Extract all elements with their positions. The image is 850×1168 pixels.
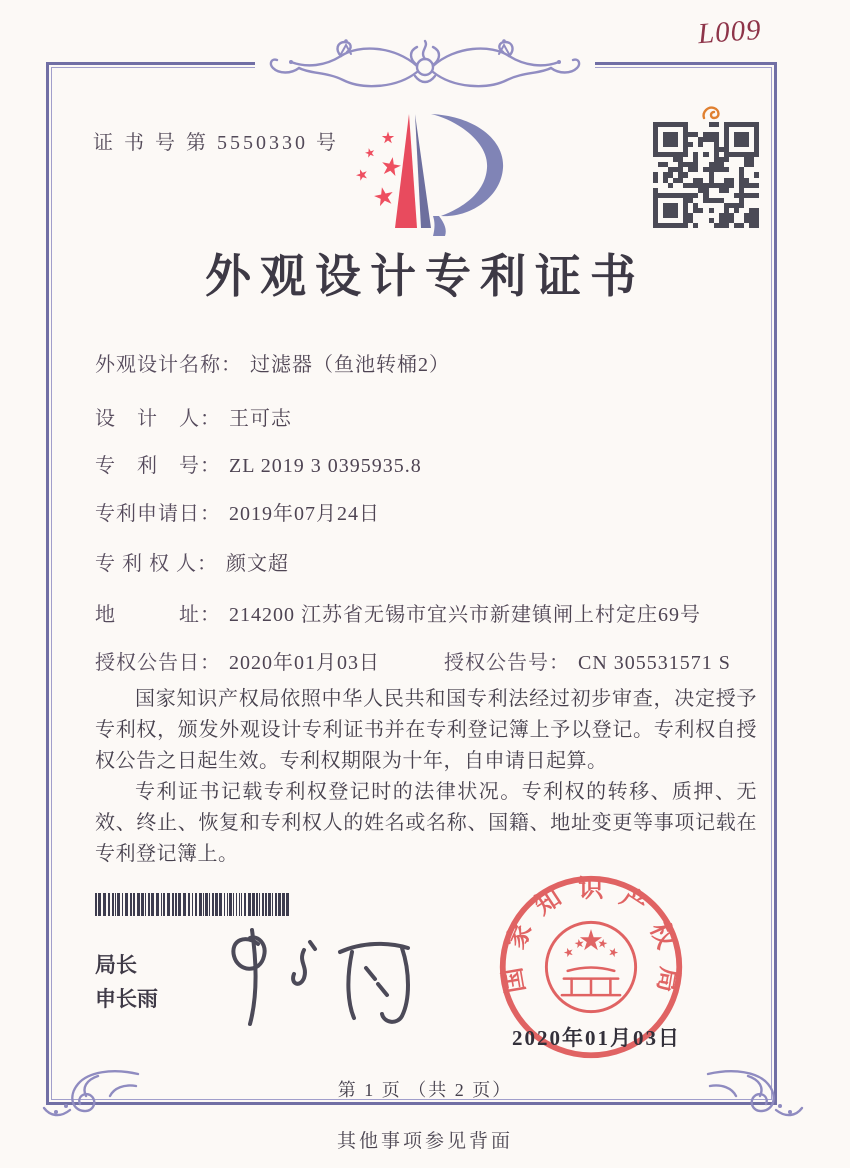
field-patentee xyxy=(95,547,289,576)
legal-paragraph-2: 专利证书记载专利权登记时的法律状况。专利权的转移、质押、无效、终止、恢复和专利权人的姓名或名称、国籍、地址变更等事项记载在专利登记簿上。 xyxy=(95,781,757,865)
legal-text xyxy=(95,684,757,870)
footer-note: 其他事项参见背面 xyxy=(336,1131,513,1152)
signer-name: 申长雨 xyxy=(95,987,158,1011)
scan-mark-icon xyxy=(700,102,726,124)
field-grant-date xyxy=(95,646,731,675)
signer-block xyxy=(95,948,158,1016)
barcode xyxy=(95,893,291,916)
field-value: 过滤器（鱼池转桶2） xyxy=(250,354,450,376)
field-label: 地 址： xyxy=(95,604,221,626)
field-label-grant-no: 授权公告号： xyxy=(444,652,570,674)
field-label: 设 计 人： xyxy=(95,408,221,430)
legal-paragraph-1: 国家知识产权局依照中华人民共和国专利法经过初步审查，决定授予专利权，颁发外观设计专利证书并在专利登记簿上予以登记。专利权自授权公告之日起生效。专利权期限为十年，自申请日起算。 xyxy=(95,688,757,772)
page-title: 外观设计专利证书 xyxy=(205,251,645,302)
handwritten-note: L009 xyxy=(696,13,763,51)
page-number: 第 1 页 （共 2 页） xyxy=(337,1080,513,1100)
field-design-name xyxy=(95,348,450,377)
field-value: 214200 江苏省无锡市宜兴市新建镇闸上村定庄69号 xyxy=(229,604,701,626)
field-value: 颜文超 xyxy=(226,553,289,575)
field-label: 专利申请日： xyxy=(95,503,221,525)
field-value: 2019年07月24日 xyxy=(229,503,380,525)
field-filing-date xyxy=(95,497,380,526)
field-label: 专 利 号： xyxy=(95,455,221,477)
qr-code xyxy=(653,122,759,228)
cnipa-logo-icon xyxy=(335,106,515,238)
field-address xyxy=(95,598,701,627)
field-designer xyxy=(95,402,292,431)
field-label: 外观设计名称： xyxy=(95,354,242,376)
seal-date: 2020年01月03日 xyxy=(512,1026,681,1050)
field-label: 专 利 权 人： xyxy=(95,553,218,575)
field-value: 王可志 xyxy=(229,408,292,430)
certificate-number: 证 书 号 第 5550330 号 xyxy=(93,132,339,154)
field-patent-number xyxy=(95,449,422,478)
field-value-grant-no: CN 305531571 S xyxy=(578,652,731,674)
field-label: 授权公告日： xyxy=(95,652,221,674)
signature-icon xyxy=(212,922,427,1030)
field-value: 2020年01月03日 xyxy=(229,652,380,674)
signer-title: 局长 xyxy=(95,953,137,977)
seal-org-text: 国家知识产权局 xyxy=(499,875,683,995)
field-value: ZL 2019 3 0395935.8 xyxy=(229,455,422,477)
